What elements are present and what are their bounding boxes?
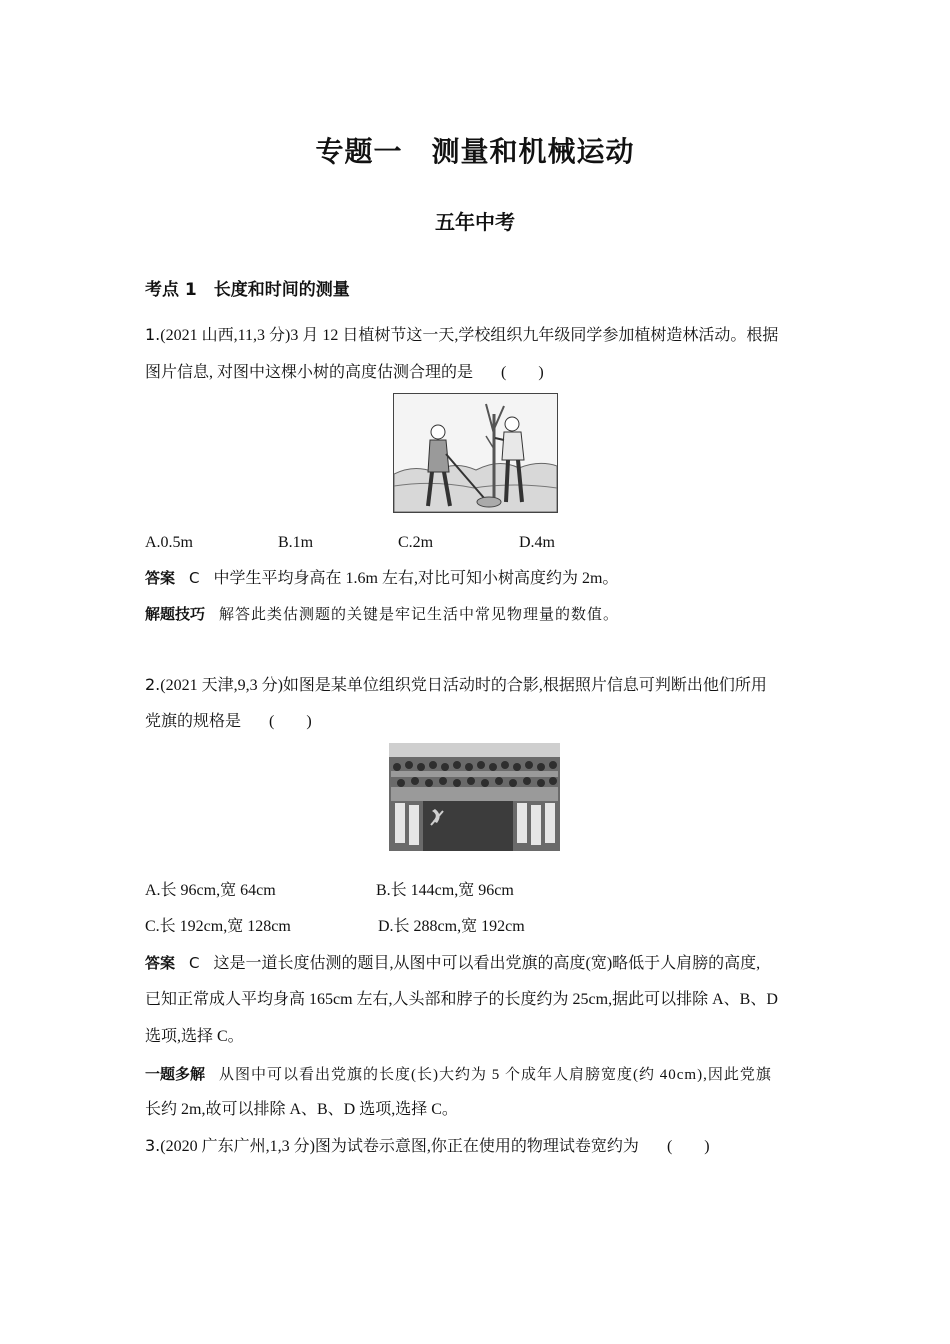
q2-stem-line2: 党旗的规格是 xyxy=(145,713,242,730)
q2-answer-paren: ( ) xyxy=(269,713,312,730)
q1-stem-line1: (2021 山西,11,3 分)3 月 12 日植树节这一天,学校组织九年级同学参加植树造林活动。根据 xyxy=(160,327,779,344)
q2-number: 2. xyxy=(145,675,161,694)
q1-option-a: A.0.5m xyxy=(145,534,193,551)
q1-line2 xyxy=(145,363,544,383)
q2-multi-line1: 从图中可以看出党旗的长度(长)大约为 5 个成年人肩膀宽度(约 40cm),因此党旗 xyxy=(219,1067,772,1083)
page-title: 专题一 测量和机械运动 xyxy=(315,135,635,168)
q2-multi-line2: 长约 2m,故可以排除 A、B、D 选项,选择 C。 xyxy=(145,1101,458,1118)
section-heading: 考点 1 长度和时间的测量 xyxy=(145,280,350,300)
page-subtitle: 五年中考 xyxy=(435,210,515,234)
q1-tree-planting-figure xyxy=(393,393,558,513)
q2-answer xyxy=(145,953,760,974)
q2-multi-label: 一题多解 xyxy=(145,1065,206,1083)
q1-stem-line2: 图片信息, 对图中这棵小树的高度估测合理的是 xyxy=(145,364,474,381)
q1-answer-text: 中学生平均身高在 1.6m 左右,对比可知小树高度约为 2m。 xyxy=(213,570,619,587)
q2-line2 xyxy=(145,712,312,732)
q2-answer-label: 答案 xyxy=(145,954,176,972)
q1-answer xyxy=(145,568,618,589)
q1-tip-text: 解答此类估测题的关键是牢记生活中常见物理量的数值。 xyxy=(219,607,620,623)
q2-option-d: D.长 288cm,宽 192cm xyxy=(378,918,525,935)
q2-line1 xyxy=(145,675,767,696)
q2-multi-solution xyxy=(145,1064,772,1085)
group-photo-illustration xyxy=(389,743,560,851)
q2-answer-line2: 已知正常成人平均身高 165cm 左右,人头部和脖子的长度约为 25cm,据此可以排除 A、B、D xyxy=(145,991,778,1008)
q1-option-c: C.2m xyxy=(398,534,434,551)
q1-number: 1. xyxy=(145,325,161,344)
q1-answer-label: 答案 xyxy=(145,569,176,587)
q1-answer-letter: C xyxy=(189,569,200,587)
q2-stem-line1: (2021 天津,9,3 分)如图是某单位组织党日活动时的合影,根据照片信息可判断出他们所用 xyxy=(160,677,767,694)
q1-answer-paren: ( ) xyxy=(501,364,544,381)
q2-group-photo-figure xyxy=(389,743,560,851)
q2-option-b: B.长 144cm,宽 96cm xyxy=(376,882,514,899)
q3-answer-paren: ( ) xyxy=(666,1138,710,1155)
q1-option-d: D.4m xyxy=(519,534,555,551)
q1-tip xyxy=(145,604,619,625)
q3-number: 3. xyxy=(145,1136,161,1155)
q2-answer-letter: C xyxy=(189,954,200,972)
q2-answer-line3: 选项,选择 C。 xyxy=(145,1028,244,1045)
q2-option-c: C.长 192cm,宽 128cm xyxy=(145,918,291,935)
q3-stem-line1: (2020 广东广州,1,3 分)图为试卷示意图,你正在使用的物理试卷宽约为 xyxy=(160,1138,639,1155)
q1-tip-label: 解题技巧 xyxy=(145,605,206,623)
q2-answer-line1: 这是一道长度估测的题目,从图中可以看出党旗的高度(宽)略低于人肩膀的高度, xyxy=(213,955,761,972)
tree-planting-illustration xyxy=(394,394,557,512)
q1-option-b: B.1m xyxy=(278,534,314,551)
q1-line1 xyxy=(145,325,778,346)
q2-option-a: A.长 96cm,宽 64cm xyxy=(145,882,276,899)
q3-line1 xyxy=(145,1136,710,1157)
